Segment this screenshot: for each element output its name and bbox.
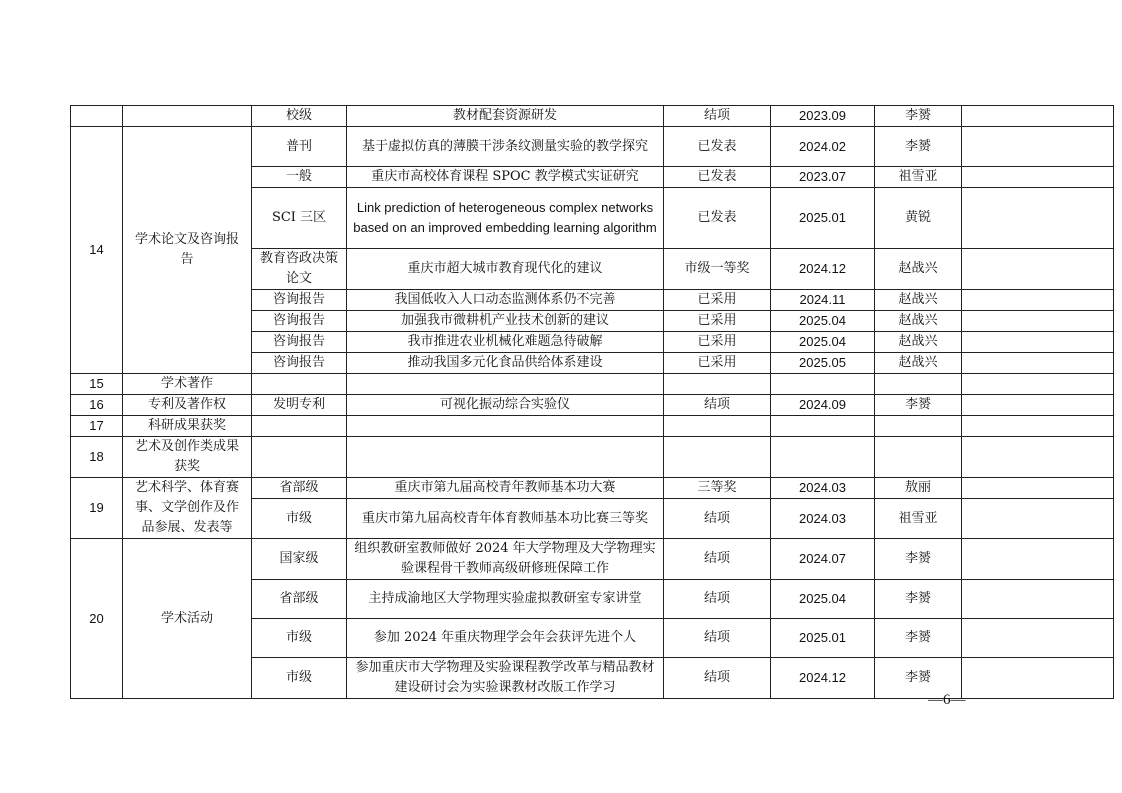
- date-cell: 2025.04: [771, 580, 875, 619]
- status-cell: 结项: [664, 580, 771, 619]
- person-cell: 赵战兴: [875, 353, 962, 374]
- note-cell: [962, 167, 1114, 188]
- category-cell: 学术活动: [123, 539, 252, 699]
- title-cell: 推动我国多元化食品供给体系建设: [347, 353, 664, 374]
- table-row: [71, 374, 1114, 395]
- note-cell: [962, 395, 1114, 416]
- level-cell: 咨询报告: [252, 353, 347, 374]
- table-row: [71, 416, 1114, 437]
- date-cell: [771, 437, 875, 478]
- level-cell: 咨询报告: [252, 311, 347, 332]
- date-cell: 2025.01: [771, 619, 875, 658]
- note-cell: [962, 437, 1114, 478]
- table-row: [71, 437, 1114, 478]
- table-row: [71, 539, 1114, 580]
- achievements-table: [70, 105, 1114, 699]
- person-cell: 李赟: [875, 127, 962, 167]
- table-row: [71, 106, 1114, 127]
- date-cell: 2025.04: [771, 311, 875, 332]
- date-cell: 2024.09: [771, 395, 875, 416]
- level-cell: [252, 437, 347, 478]
- level-cell: 市级: [252, 619, 347, 658]
- level-cell: 省部级: [252, 478, 347, 499]
- person-cell: 赵战兴: [875, 332, 962, 353]
- status-cell: 已采用: [664, 353, 771, 374]
- date-cell: 2024.02: [771, 127, 875, 167]
- table-row: [71, 127, 1114, 167]
- status-cell: 结项: [664, 619, 771, 658]
- table-row: [71, 395, 1114, 416]
- level-cell: [252, 416, 347, 437]
- status-cell: [664, 437, 771, 478]
- status-cell: [664, 416, 771, 437]
- date-cell: 2025.04: [771, 332, 875, 353]
- status-cell: 三等奖: [664, 478, 771, 499]
- status-cell: 市级一等奖: [664, 249, 771, 290]
- date-cell: 2024.12: [771, 249, 875, 290]
- page-number: —6—: [928, 692, 966, 708]
- status-cell: [664, 374, 771, 395]
- title-cell: 重庆市第九届高校青年教师基本功大赛: [347, 478, 664, 499]
- note-cell: [962, 619, 1114, 658]
- title-cell: 组织教研室教师做好 2024 年大学物理及大学物理实验课程骨干教师高级研修班保障工作: [347, 539, 664, 580]
- level-cell: 教育咨政决策论文: [252, 249, 347, 290]
- title-cell: 主持成渝地区大学物理实验虚拟教研室专家讲堂: [347, 580, 664, 619]
- title-cell: 重庆市高校体育课程 SPOC 教学模式实证研究: [347, 167, 664, 188]
- person-cell: 李赟: [875, 580, 962, 619]
- status-cell: 结项: [664, 499, 771, 539]
- person-cell: 敖丽: [875, 478, 962, 499]
- table-row: [71, 478, 1114, 499]
- note-cell: [962, 127, 1114, 167]
- row-number-cell: 14: [71, 127, 123, 374]
- note-cell: [962, 311, 1114, 332]
- person-cell: 祖雪亚: [875, 499, 962, 539]
- category-cell: 学术著作: [123, 374, 252, 395]
- note-cell: [962, 353, 1114, 374]
- title-cell: [347, 416, 664, 437]
- level-cell: 市级: [252, 658, 347, 699]
- note-cell: [962, 478, 1114, 499]
- note-cell: [962, 539, 1114, 580]
- person-cell: 李赟: [875, 106, 962, 127]
- person-cell: 赵战兴: [875, 290, 962, 311]
- level-cell: 普刊: [252, 127, 347, 167]
- title-cell: 基于虚拟仿真的薄膜干涉条纹测量实验的教学探究: [347, 127, 664, 167]
- date-cell: [771, 374, 875, 395]
- person-cell: 李赟: [875, 395, 962, 416]
- title-cell: 重庆市超大城市教育现代化的建议: [347, 249, 664, 290]
- row-number-cell: [71, 106, 123, 127]
- title-cell: 教材配套资源研发: [347, 106, 664, 127]
- title-cell: 可视化振动综合实验仪: [347, 395, 664, 416]
- title-cell: 参加重庆市大学物理及实验课程教学改革与精品教材建设研讨会为实验课教材改版工作学习: [347, 658, 664, 699]
- level-cell: 国家级: [252, 539, 347, 580]
- category-cell: [123, 106, 252, 127]
- status-cell: 结项: [664, 658, 771, 699]
- level-cell: SCI 三区: [252, 188, 347, 249]
- note-cell: [962, 332, 1114, 353]
- note-cell: [962, 658, 1114, 699]
- row-number-cell: 16: [71, 395, 123, 416]
- level-cell: 发明专利: [252, 395, 347, 416]
- status-cell: 结项: [664, 539, 771, 580]
- title-cell: Link prediction of heterogeneous complex networks based on an improved embedding learning algorithm: [347, 188, 664, 249]
- status-cell: 已发表: [664, 127, 771, 167]
- person-cell: [875, 437, 962, 478]
- date-cell: [771, 416, 875, 437]
- note-cell: [962, 580, 1114, 619]
- date-cell: 2024.03: [771, 499, 875, 539]
- category-cell: 学术论文及咨询报告: [123, 127, 252, 374]
- status-cell: 结项: [664, 395, 771, 416]
- level-cell: 省部级: [252, 580, 347, 619]
- status-cell: 已采用: [664, 311, 771, 332]
- status-cell: 已采用: [664, 332, 771, 353]
- row-number-cell: 20: [71, 539, 123, 699]
- person-cell: [875, 374, 962, 395]
- note-cell: [962, 249, 1114, 290]
- row-number-cell: 18: [71, 437, 123, 478]
- category-cell: 专利及著作权: [123, 395, 252, 416]
- row-number-cell: 15: [71, 374, 123, 395]
- level-cell: [252, 374, 347, 395]
- category-cell: 艺术及创作类成果获奖: [123, 437, 252, 478]
- title-cell: [347, 374, 664, 395]
- title-cell: 我国低收入人口动态监测体系仍不完善: [347, 290, 664, 311]
- date-cell: 2023.09: [771, 106, 875, 127]
- level-cell: 校级: [252, 106, 347, 127]
- level-cell: 咨询报告: [252, 290, 347, 311]
- category-cell: 艺术科学、体育赛事、文学创作及作品参展、发表等: [123, 478, 252, 539]
- title-cell: 重庆市第九届高校青年体育教师基本功比赛三等奖: [347, 499, 664, 539]
- status-cell: 结项: [664, 106, 771, 127]
- title-cell: 参加 2024 年重庆物理学会年会获评先进个人: [347, 619, 664, 658]
- row-number-cell: 17: [71, 416, 123, 437]
- note-cell: [962, 374, 1114, 395]
- note-cell: [962, 188, 1114, 249]
- note-cell: [962, 290, 1114, 311]
- date-cell: 2023.07: [771, 167, 875, 188]
- person-cell: 李赟: [875, 658, 962, 699]
- level-cell: 咨询报告: [252, 332, 347, 353]
- status-cell: 已发表: [664, 188, 771, 249]
- person-cell: 李赟: [875, 619, 962, 658]
- person-cell: 李赟: [875, 539, 962, 580]
- person-cell: [875, 416, 962, 437]
- date-cell: 2024.03: [771, 478, 875, 499]
- note-cell: [962, 106, 1114, 127]
- date-cell: 2024.11: [771, 290, 875, 311]
- note-cell: [962, 416, 1114, 437]
- level-cell: 市级: [252, 499, 347, 539]
- status-cell: 已采用: [664, 290, 771, 311]
- date-cell: 2024.12: [771, 658, 875, 699]
- note-cell: [962, 499, 1114, 539]
- title-cell: [347, 437, 664, 478]
- status-cell: 已发表: [664, 167, 771, 188]
- date-cell: 2025.01: [771, 188, 875, 249]
- title-cell: 我市推进农业机械化难题急待破解: [347, 332, 664, 353]
- date-cell: 2024.07: [771, 539, 875, 580]
- level-cell: 一般: [252, 167, 347, 188]
- person-cell: 赵战兴: [875, 249, 962, 290]
- person-cell: 黄锐: [875, 188, 962, 249]
- row-number-cell: 19: [71, 478, 123, 539]
- person-cell: 祖雪亚: [875, 167, 962, 188]
- title-cell: 加强我市微耕机产业技术创新的建议: [347, 311, 664, 332]
- date-cell: 2025.05: [771, 353, 875, 374]
- category-cell: 科研成果获奖: [123, 416, 252, 437]
- person-cell: 赵战兴: [875, 311, 962, 332]
